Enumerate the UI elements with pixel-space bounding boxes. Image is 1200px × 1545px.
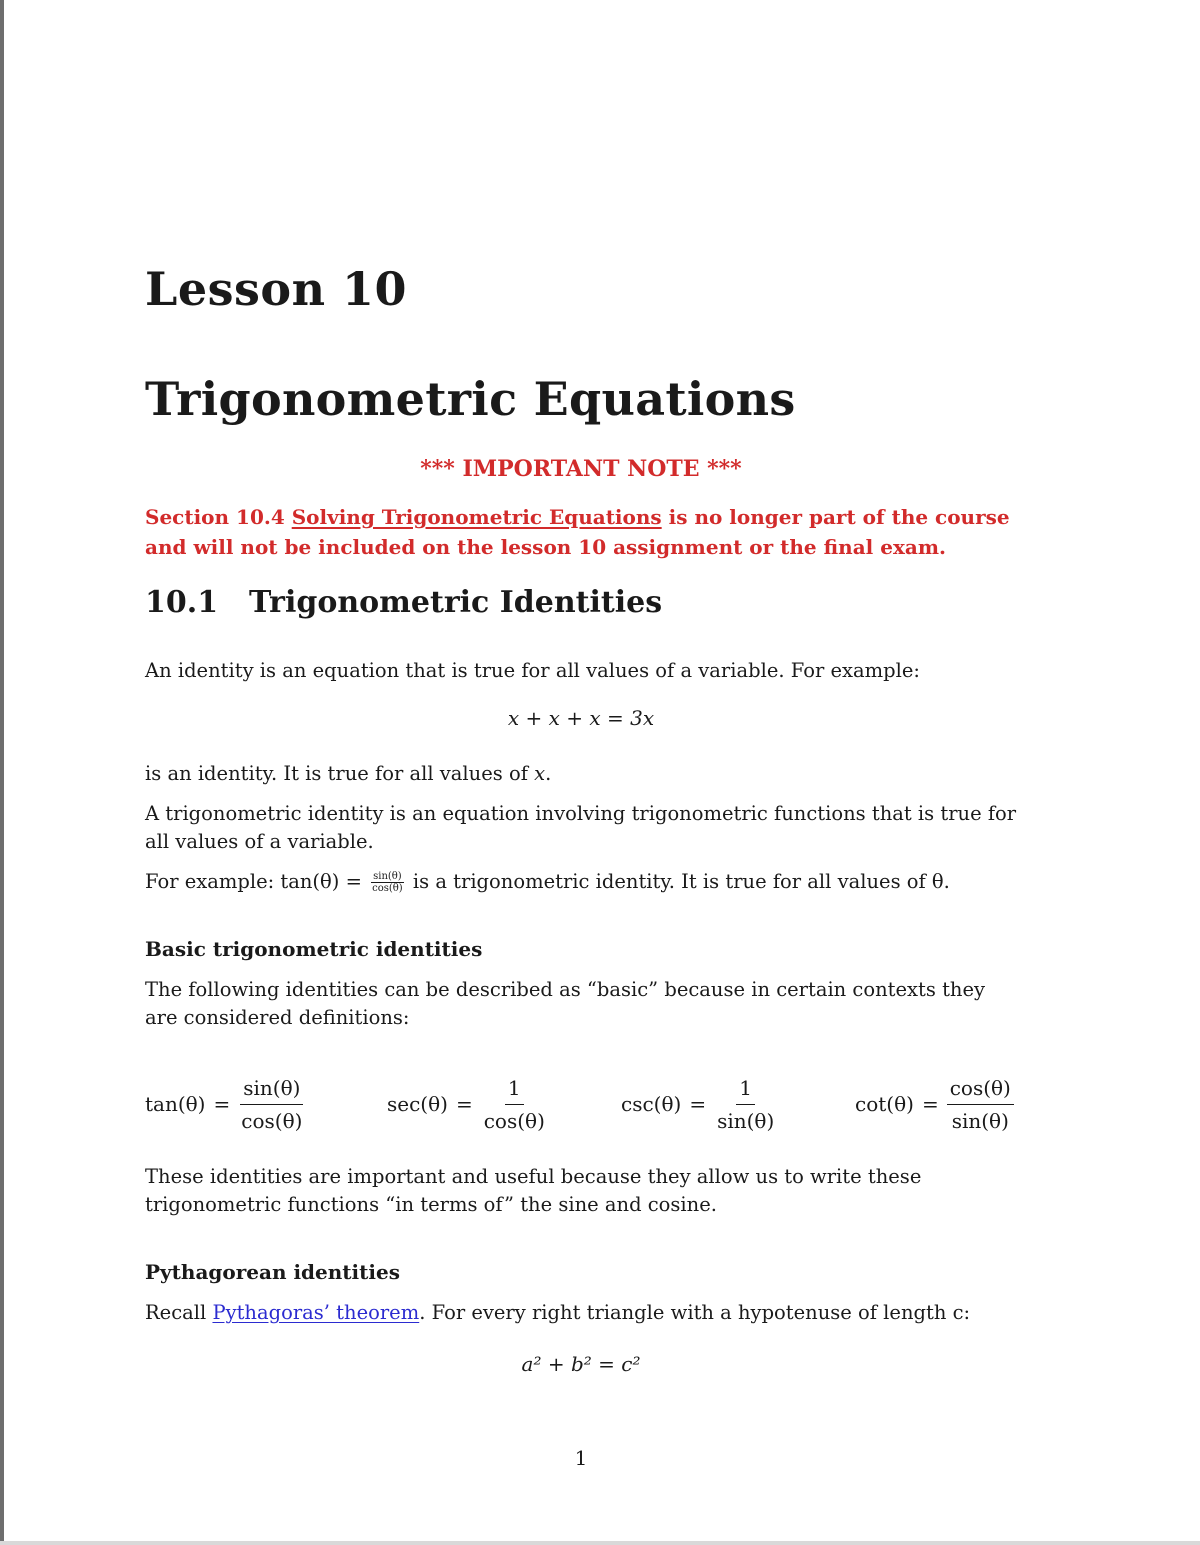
fraction-denominator: cos(θ) bbox=[483, 1108, 545, 1133]
section-number: 10.1 bbox=[145, 585, 219, 620]
section-title: Trigonometric Identities bbox=[249, 585, 663, 620]
identity-sec bbox=[387, 1072, 548, 1136]
identity-fraction bbox=[238, 1074, 305, 1135]
fraction-denominator: cos(θ) bbox=[241, 1108, 303, 1133]
identity-csc bbox=[621, 1072, 777, 1136]
recall-text-end: . For every right triangle with a hypotenuse of length c: bbox=[419, 1301, 971, 1324]
pythagoras-theorem-link[interactable]: Pythagoras’ theorem bbox=[212, 1301, 420, 1324]
note-text-end: is no longer part of the course and will not be included on the lesson 10 assignment or the final exam. bbox=[145, 505, 1010, 559]
fraction-numerator: cos(θ) bbox=[947, 1074, 1014, 1105]
identity-fraction bbox=[714, 1074, 777, 1135]
identity-fraction bbox=[947, 1074, 1014, 1135]
identity-tan bbox=[145, 1072, 305, 1136]
followup-variable: x bbox=[534, 762, 546, 785]
fraction-denominator: sin(θ) bbox=[717, 1108, 775, 1133]
trig-example-end: is a trigonometric identity. It is true for all values of θ. bbox=[406, 870, 950, 893]
inline-fraction-numerator: sin(θ) bbox=[373, 871, 402, 882]
equals-sign: = bbox=[689, 1092, 707, 1116]
chapter-label: Lesson 10 bbox=[145, 262, 408, 316]
identity-followup-paragraph bbox=[145, 760, 1017, 788]
note-text-start: Section 10.4 bbox=[145, 505, 292, 529]
trig-example-start: For example: tan(θ) = bbox=[145, 870, 369, 893]
equals-sign: = bbox=[921, 1092, 939, 1116]
identity-intro-paragraph: An identity is an equation that is true for all values of a variable. For example: bbox=[145, 659, 920, 682]
page-edge bbox=[0, 0, 4, 1545]
pythagorean-identities-heading: Pythagorean identities bbox=[145, 1260, 400, 1284]
basic-identities-outro: These identities are important and useful because they allow us to write these trigonometric functions “in terms of” the sine and cosine. bbox=[145, 1165, 922, 1216]
fraction-numerator: 1 bbox=[505, 1074, 524, 1105]
identity-lhs: cot(θ) bbox=[855, 1092, 914, 1116]
basic-identities-row bbox=[145, 1072, 1017, 1136]
page-number: 1 bbox=[574, 1446, 588, 1470]
fraction-numerator: sin(θ) bbox=[240, 1074, 303, 1105]
identity-lhs: tan(θ) bbox=[145, 1092, 206, 1116]
inline-fraction-denominator: cos(θ) bbox=[372, 883, 403, 894]
trig-identity-definition: A trigonometric identity is an equation involving trigonometric functions that is true for all values of a variable. bbox=[145, 802, 1017, 853]
important-note-heading: *** IMPORTANT NOTE *** bbox=[420, 456, 742, 482]
followup-text: is an identity. It is true for all values of bbox=[145, 762, 535, 785]
chapter-title: Trigonometric Equations bbox=[145, 372, 796, 426]
inline-fraction bbox=[371, 871, 404, 894]
identity-lhs: sec(θ) bbox=[387, 1092, 448, 1116]
important-note-body bbox=[145, 502, 1017, 562]
pythagorean-recall-paragraph bbox=[145, 1299, 1017, 1327]
fraction-denominator: sin(θ) bbox=[951, 1108, 1009, 1133]
identity-cot bbox=[855, 1072, 1014, 1136]
identity-lhs: csc(θ) bbox=[621, 1092, 682, 1116]
equals-sign: = bbox=[213, 1092, 231, 1116]
basic-identities-heading: Basic trigonometric identities bbox=[145, 937, 483, 961]
fraction-numerator: 1 bbox=[736, 1074, 755, 1105]
page-bottom-edge bbox=[0, 1541, 1200, 1545]
pythagorean-equation: a² + b² = c² bbox=[521, 1352, 641, 1376]
example-equation: x + x + x = 3x bbox=[507, 706, 655, 730]
note-section-link[interactable]: Solving Trigonometric Equations bbox=[291, 505, 662, 529]
followup-period: . bbox=[545, 762, 552, 785]
basic-identities-intro: The following identities can be described as “basic” because in certain contexts they are considered definitions: bbox=[145, 978, 986, 1029]
equals-sign: = bbox=[455, 1092, 473, 1116]
identity-fraction bbox=[481, 1074, 548, 1135]
recall-text-start: Recall bbox=[145, 1301, 213, 1324]
section-heading bbox=[145, 585, 662, 620]
trig-identity-example bbox=[145, 868, 1017, 896]
